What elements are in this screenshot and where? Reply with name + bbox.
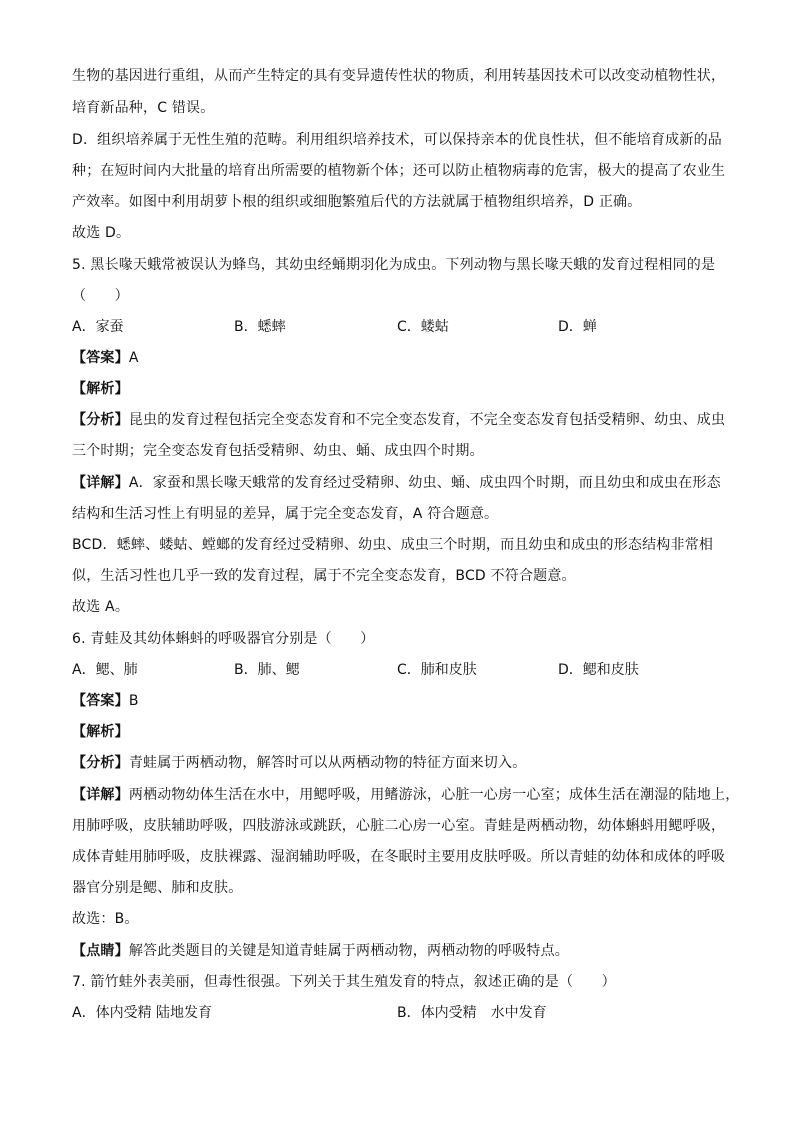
text-line: D．组织培养属于无性生殖的范畴。利用组织培养技术，可以保持亲本的优良性状，但不能培育成新的品: [72, 132, 722, 148]
dianjing-text: 解答此类题目的关键是知道青蛙属于两栖动物，两栖动物的呼吸特点。: [128, 943, 570, 959]
q6-option-c: C．肺和皮肤: [397, 662, 477, 678]
q6-option-b: B．肺、鳃: [234, 662, 300, 678]
text-line: 三个时期；完全变态发育包括受精卵、幼虫、蛹、成虫四个时期。: [72, 443, 484, 459]
q6-option-d: D．鳃和皮肤: [558, 662, 639, 678]
fenxi-label: 【分析】: [72, 412, 129, 428]
q7-option-b: B．体内受精 水中发育: [397, 1005, 547, 1021]
q6-conclusion: 故选：B。: [72, 911, 139, 927]
question-6-stem: 6. 青蛙及其幼体蝌蚪的呼吸器官分别是（ ）: [72, 631, 375, 647]
dianjing-label: 【点睛】: [72, 943, 129, 959]
q6-dianjing: [72, 941, 569, 961]
text-line: 培育新品种，C 错误。: [72, 100, 215, 116]
q5-answer: [72, 348, 139, 368]
q6-xiangjie: [72, 785, 739, 805]
text-line: 成体青蛙用肺呼吸，皮肤裸露、湿润辅助呼吸，在冬眠时主要用皮肤呼吸。所以青蛙的幼体和成体的呼吸: [72, 849, 726, 865]
fenxi-text: 昆虫的发育过程包括完全变态发育和不完全变态发育，不完全变态发育包括受精卵、幼虫、成虫: [128, 412, 726, 428]
text-line: 器官分别是鳃、肺和皮肤。: [72, 880, 243, 896]
q5-conclusion: 故选 A。: [72, 599, 130, 615]
question-5-stem-paren: （ ）: [72, 288, 129, 304]
q6-analysis-label: [72, 722, 129, 742]
q5-option-a: A．家蚕: [72, 319, 124, 335]
fenxi-label: 【分析】: [72, 755, 129, 771]
text-line: 故选 D。: [72, 225, 131, 241]
q6-option-a: A．鳃、肺: [72, 662, 138, 678]
q5-option-d: D．蝉: [558, 319, 597, 335]
q5-fenxi: [72, 410, 725, 430]
answer-label: 【答案】: [72, 693, 129, 709]
text-line: 用肺呼吸，皮肤辅助呼吸，四肢游泳或跳跃，心脏二心房一心室。青蛙是两栖动物，幼体蝌蚪用鳃呼吸，: [72, 818, 726, 834]
answer-label: 【答案】: [72, 350, 129, 366]
question-7-stem: 7. 箭竹蛙外表美丽，但毒性很强。下列关于其生殖发育的特点，叙述正确的是（ ）: [72, 974, 616, 990]
q5-option-c: C．蝼蛄: [397, 319, 449, 335]
text-line: 似，生活习性也几乎一致的发育过程，属于不完全变态发育，BCD 不符合题意。: [72, 568, 576, 584]
text-line: 生物的基因进行重组，从而产生特定的具有变异遗传性状的物质，利用转基因技术可以改变动植物性状，: [72, 68, 726, 84]
text-line: 种；在短时间内大批量的培育出所需要的植物新个体；还可以防止植物病毒的危害，极大的提高了农业生: [72, 163, 726, 179]
analysis-label: 【解析】: [72, 724, 129, 740]
q6-answer: [72, 691, 139, 711]
fenxi-text: 青蛙属于两栖动物，解答时可以从两栖动物的特征方面来切入。: [128, 755, 527, 771]
analysis-label: 【解析】: [72, 381, 129, 397]
q6-fenxi: [72, 753, 526, 773]
xiangjie-text: A．家蚕和黑长喙天蛾常的发育经过受精卵、幼虫、蛹、成虫四个时期，而且幼虫和成虫在形态: [128, 475, 721, 491]
text-line: BCD．蟋蟀、蝼蛄、螳螂的发育经过受精卵、幼虫、成虫三个时期，而且幼虫和成虫的形态结构非常相: [72, 537, 714, 553]
q5-analysis-label: [72, 379, 129, 399]
q5-option-b: B．蟋蟀: [234, 319, 286, 335]
question-5-stem: 5. 黑长喙天蛾常被误认为蜂鸟，其幼虫经蛹期羽化为成虫。下列动物与黑长喙天蛾的发育过程相同的是: [72, 257, 716, 273]
text-line: 产效率。如图中利用胡萝卜根的组织或细胞繁殖后代的方法就属于植物组织培养，D 正确。: [72, 194, 642, 210]
answer-value: A: [128, 350, 139, 366]
q7-option-a: A．体内受精 陆地发育: [72, 1005, 213, 1021]
answer-value: B: [128, 693, 139, 709]
text-line: 结构和生活习性上有明显的差异，属于完全变态发育，A 符合题意。: [72, 506, 499, 522]
xiangjie-label: 【详解】: [72, 475, 129, 491]
xiangjie-text: 两栖动物幼体生活在水中，用鳃呼吸，用鳍游泳，心脏一心房一心室；成体生活在潮湿的陆地上，: [128, 787, 740, 803]
xiangjie-label: 【详解】: [72, 787, 129, 803]
q5-xiangjie: [72, 473, 721, 493]
